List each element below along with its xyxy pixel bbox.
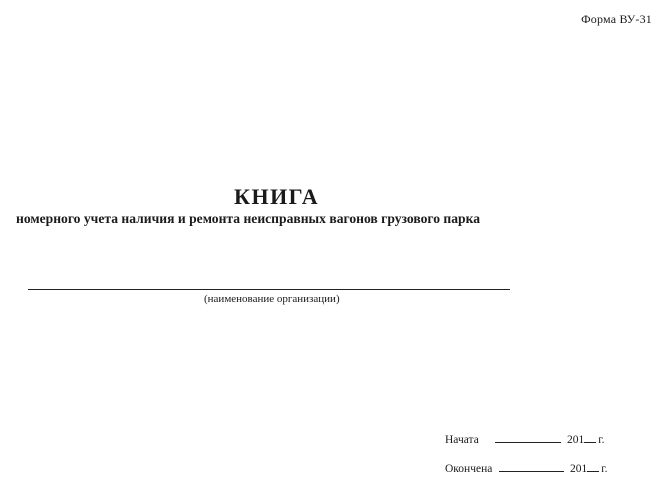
start-year-suffix: г.: [598, 434, 605, 446]
start-date-row: [445, 432, 605, 446]
book-subtitle: номерного учета наличия и ремонта неисправных вагонов грузового парка: [16, 211, 481, 226]
start-year-blank: [584, 432, 596, 443]
end-year-blank: [587, 461, 599, 472]
form-number: Форма ВУ-31: [581, 12, 652, 26]
end-date-label: Окончена: [445, 463, 493, 475]
end-date-row: [445, 461, 608, 475]
end-year-suffix: г.: [601, 463, 608, 475]
organization-caption: (наименование организации): [204, 293, 340, 305]
end-date-blank: [499, 461, 564, 472]
organization-name-line: [28, 289, 510, 290]
book-title: КНИГА: [234, 184, 320, 209]
start-date-label: Начата: [445, 434, 479, 446]
end-year-prefix: 201: [570, 463, 588, 475]
start-year-prefix: 201: [567, 434, 585, 446]
start-date-blank: [495, 432, 561, 443]
